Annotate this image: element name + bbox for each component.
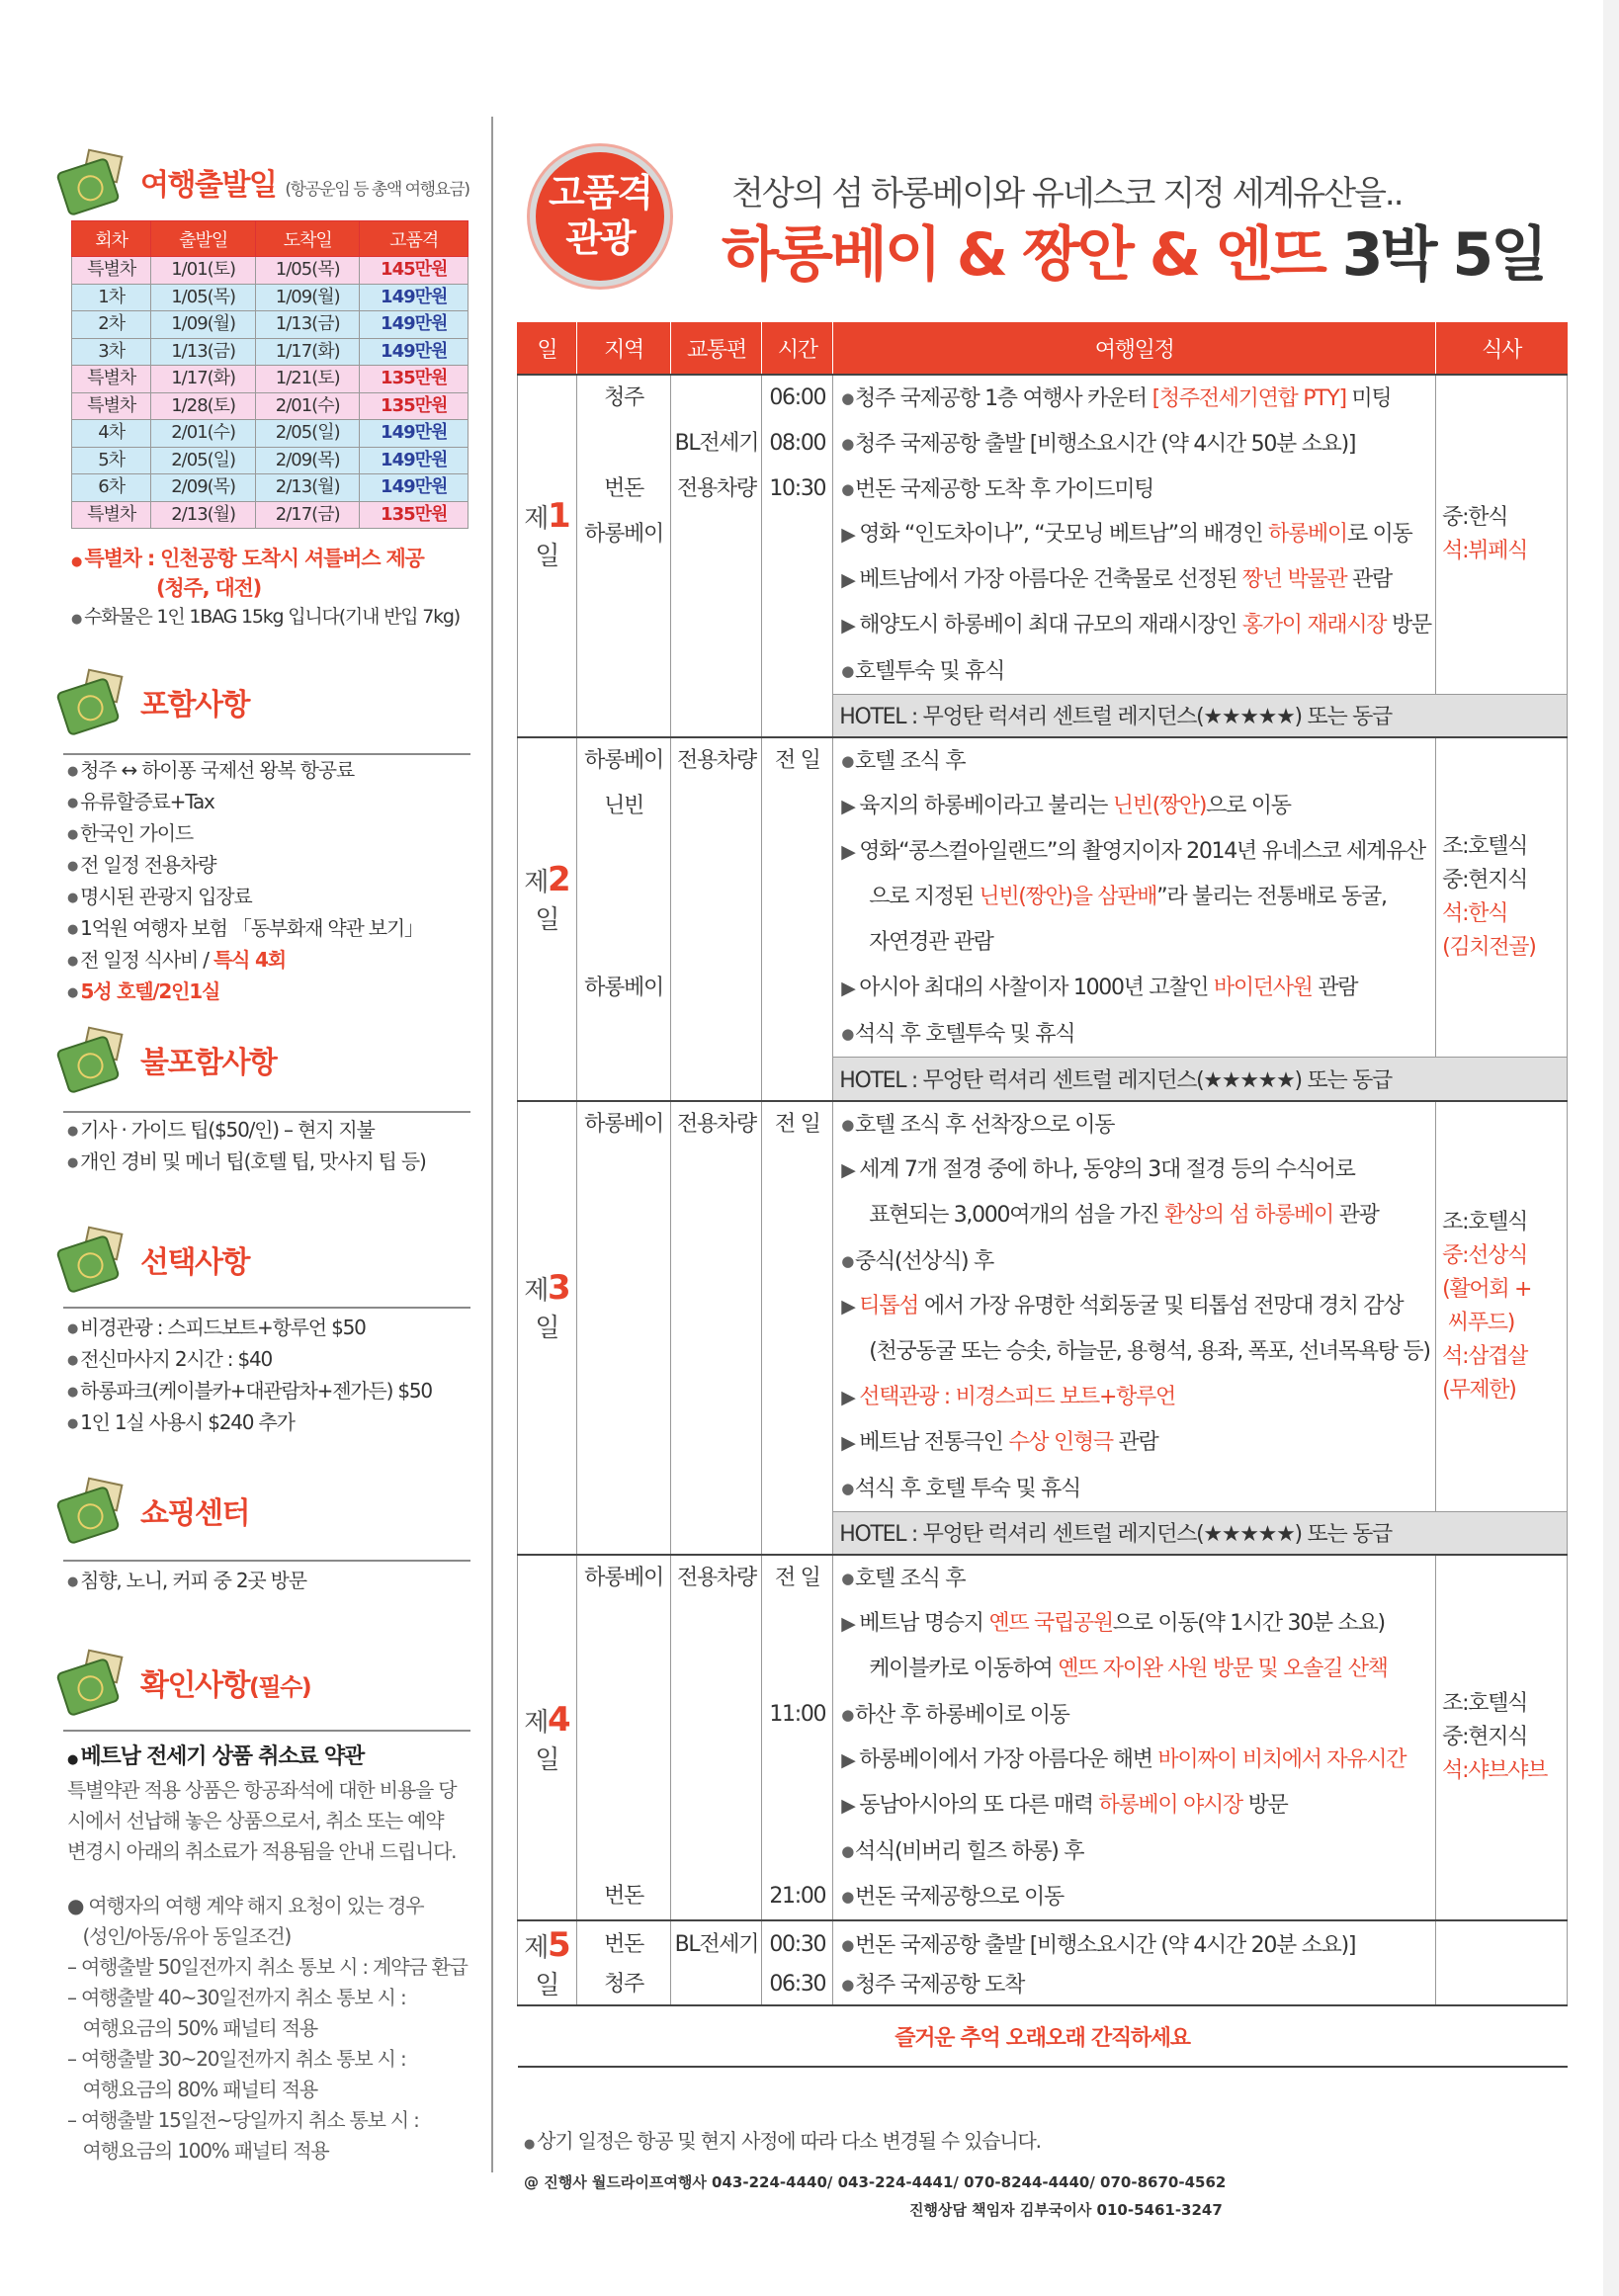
contact-manager: 진행상담 책임자 김부국이사 010-5461-3247 <box>909 2201 1223 2219</box>
excluded-rule <box>63 1111 470 1113</box>
sidebar-divider <box>491 117 493 2172</box>
day2-time: 전 일 <box>762 737 833 1058</box>
list-item: ● 1억원 여행자 보험 「동부화재 약관 보기」 <box>67 913 423 945</box>
departure-row <box>72 338 469 366</box>
list-item: ● 한국인 가이드 <box>67 818 423 850</box>
day2-activities: ● 호텔 조식 후 ▶ 육지의 하롱베이라고 불리는 닌빈(짱안)으로 이동 ▶ 영화“콩스컬아일랜드”의 촬영지이자 2014년 유네스코 세계유산 으로 지정된 닌빈(짱안)을 삼판배”라 불리는 전통배로 동굴, 자연경관 관람 ▶ 아시아 최대의 사찰이자 1000년 고찰인 바이던사원 관람 ● 석식 후 호텔투숙 및 휴식 <box>833 737 1436 1058</box>
itinerary-header: 일 지역 교통편 시간 여행일정 식사 <box>518 323 1568 375</box>
departure-cell: 149만원 <box>360 311 469 339</box>
departure-cell: 2/13(월) <box>255 474 360 502</box>
departure-cell: 2/01(수) <box>151 420 256 448</box>
page-title: 하롱베이 & 짱안 & 엔뜨 3박 5일 <box>722 220 1546 290</box>
day5-time: 00:30 06:30 <box>762 1920 833 2005</box>
list-item: ● 유류할증료+Tax <box>67 787 423 818</box>
passport-icon <box>59 670 127 733</box>
day-label: 제5일 <box>518 1920 577 2005</box>
hotel-row: HOTEL : 무엉탄 럭셔리 센트럴 레지던스(★★★★★) 또는 동급 <box>518 1511 1568 1555</box>
page-edge <box>1603 0 1619 2296</box>
departure-cell: 135만원 <box>360 501 469 529</box>
day5-region: 번돈 청주 <box>576 1920 671 2005</box>
list-item: ● 하롱파크(케이블카+대관람차+젠가든) $50 <box>67 1376 432 1407</box>
departure-cell: 1/13(금) <box>151 338 256 366</box>
departure-cell: 2/05(일) <box>255 420 360 448</box>
departure-row <box>72 392 469 420</box>
day1-time: 06:00 08:00 10:30 <box>762 375 833 695</box>
hotel-row: HOTEL : 무엉탄 럭셔리 센트럴 레지던스(★★★★★) 또는 동급 <box>518 694 1568 737</box>
closing-row: 즐거운 추억 오래오래 간직하세요 <box>518 2005 1568 2067</box>
footnote: ● 상기 일정은 항공 및 현지 사정에 따라 다소 변경될 수 있습니다. <box>524 2125 1041 2154</box>
list-item: ● 전 일정 전용차량 <box>67 850 423 882</box>
list-item: ● 청주 ↔ 하이퐁 국제선 왕복 항공료 <box>67 755 423 787</box>
day5-transport: BL전세기 <box>671 1920 762 2005</box>
departure-cell: 1/05(목) <box>151 284 256 311</box>
departure-row <box>72 447 469 474</box>
departure-cell: 2/05(일) <box>151 447 256 474</box>
departure-cell: 2차 <box>72 311 151 339</box>
included-heading: 포함사항 <box>59 670 249 733</box>
departure-cell: 특별차 <box>72 257 151 285</box>
departure-cell: 1/28(토) <box>151 392 256 420</box>
departure-row <box>72 474 469 502</box>
departure-cell: 149만원 <box>360 447 469 474</box>
optional-heading: 선택사항 <box>59 1228 249 1291</box>
day2-row <box>518 737 1568 1058</box>
departure-cell: 5차 <box>72 447 151 474</box>
check-heading: 확인사항(필수) <box>59 1651 310 1714</box>
day3-transport: 전용차량 <box>671 1101 762 1512</box>
departure-cell: 1/13(금) <box>255 311 360 339</box>
check-rule <box>63 1730 470 1732</box>
departure-cell: 149만원 <box>360 420 469 448</box>
passport-icon <box>59 1651 127 1714</box>
optional-rule <box>63 1307 470 1309</box>
excluded-list <box>67 1115 426 1178</box>
shopping-heading: 쇼핑센터 <box>59 1479 249 1542</box>
day4-transport: 전용차량 <box>671 1555 762 1920</box>
departure-row <box>72 420 469 448</box>
departure-row <box>72 284 469 311</box>
day4-meals: 조:호텔식 중:현지식 석:샤브샤브 <box>1436 1555 1568 1920</box>
departure-cell: 특별차 <box>72 501 151 529</box>
departure-cell: 6차 <box>72 474 151 502</box>
day2-transport: 전용차량 <box>671 737 762 1058</box>
departure-cell: 1/21(토) <box>255 366 360 393</box>
list-item: ● 개인 경비 및 메너 팁(호텔 팁, 맛사지 팁 등) <box>67 1147 426 1178</box>
excluded-heading: 불포함사항 <box>59 1028 276 1091</box>
day4-time: 전 일 11:00 21:00 <box>762 1555 833 1920</box>
shopping-list <box>67 1566 306 1597</box>
list-item: ● 1인 1실 사용시 $240 추가 <box>67 1407 432 1439</box>
list-item: ● 명시된 관광지 입장료 <box>67 882 423 913</box>
day4-activities: ● 호텔 조식 후 ▶ 베트남 명승지 옌뜨 국립공원으로 이동(약 1시간 30분 소요) 케이블카로 이동하여 옌뜨 자이완 사원 방문 및 오솔길 산책 ● 하산 후 하롱베이로 이동 ▶ 하롱베이에서 가장 아름다운 해변 바이짜이 비치에서 자유시간 ▶ 동남아시아의 또 다른 매력 하롱베이 야시장 방문 ● 석식(비버리 힐즈 하롱) 후 ● 번돈 국제공항으로 이동 <box>833 1555 1436 1920</box>
day-label: 제3일 <box>518 1101 577 1512</box>
departure-cell: 2/01(수) <box>255 392 360 420</box>
day2-meals: 조:호텔식 중:현지식 석:한식 (김치전골) <box>1436 737 1568 1058</box>
departure-cell: 1/17(화) <box>255 338 360 366</box>
day4-region: 하롱베이 번돈 <box>576 1555 671 1920</box>
departure-cell: 2/09(목) <box>151 474 256 502</box>
day1-region: 청주 번돈 하롱베이 <box>576 375 671 695</box>
departure-cell: 135만원 <box>360 392 469 420</box>
optional-list <box>67 1313 432 1439</box>
day3-time: 전 일 <box>762 1101 833 1512</box>
departure-row <box>72 501 469 529</box>
departure-cell: 1차 <box>72 284 151 311</box>
departure-cell: 1/05(목) <box>255 257 360 285</box>
departure-cell: 특별차 <box>72 366 151 393</box>
day3-row <box>518 1101 1568 1512</box>
departure-cell: 2/13(월) <box>151 501 256 529</box>
departure-row <box>72 257 469 285</box>
departure-table <box>71 220 469 529</box>
departure-table-header: 회차 출발일 도착일 고품격 <box>72 221 469 257</box>
day3-meals: 조:호텔식 중:선상식 (활어회 + 씨푸드) 석:삼겹살 (무제한) <box>1436 1101 1568 1512</box>
contact-line: @ 진행사 월드라이프여행사 043-224-4440/ 043-224-4441/ 070-8244-4440/ 070-8670-4562 <box>524 2173 1227 2191</box>
departure-row <box>72 366 469 393</box>
list-item: ● 5성 호텔/2인1실 <box>67 977 423 1008</box>
departure-cell: 2/09(목) <box>255 447 360 474</box>
itinerary-table <box>517 322 1568 2068</box>
check-content: ● 베트남 전세기 상품 취소료 약관 특별약관 적용 상품은 항공좌석에 대한 비용을 당 시에서 선납해 놓은 상품으로서, 취소 또는 예약 변경시 아래의 취소료가 적용됨을 안내 드립니다. ● 여행자의 여행 계약 해지 요청이 있는 경우 (성인/아동/유아 동일조건) – 여행출발 50일전까지 취소 통보 시 : 계약금 환급 – 여행출발 40~30일전까지 취소 통보 시 : 여행요금의 50% 패널티 적용 – 여행출발 30~20일전까지 취소 통보 시 : 여행요금의 80% 패널티 적용 – 여행출발 15일전~당일까지 취소 통보 시 : 여행요금의 100% 패널티 적용 <box>67 1744 468 2163</box>
shopping-rule <box>63 1560 470 1562</box>
list-item: ● 기사 · 가이드 팁($50/인) – 현지 지불 <box>67 1115 426 1147</box>
day1-row <box>518 375 1568 695</box>
list-item: ● 전 일정 식사비 / 특식 4회 <box>67 945 423 977</box>
day-label: 제2일 <box>518 737 577 1058</box>
premium-badge: 고품격 관광 <box>530 146 670 287</box>
day5-meals <box>1436 1920 1568 2005</box>
passport-icon <box>59 1228 127 1291</box>
departure-cell: 135만원 <box>360 366 469 393</box>
included-list <box>67 755 423 1008</box>
day1-transport: BL전세기 전용차량 <box>671 375 762 695</box>
departure-cell: 1/09(월) <box>255 284 360 311</box>
day1-activities: ● 청주 국제공항 1층 여행사 카운터 [청주전세기연합 PTY] 미팅 ● 청주 국제공항 출발 [비행소요시간 (약 4시간 50분 소요)] ● 번돈 국제공항 도착 후 가이드미팅 ▶ 영화 “인도차이나”, “굿모닝 베트남”의 배경인 하롱베이로 이동 ▶ 베트남에서 가장 아름다운 건축물로 선정된 짱넌 박물관 관람 ▶ 해양도시 하롱베이 최대 규모의 재래시장인 홍가이 재래시장 방문 ● 호텔투숙 및 휴식 <box>833 375 1436 695</box>
day2-region: 하롱베이 닌빈 하롱베이 <box>576 737 671 1058</box>
day4-row <box>518 1555 1568 1920</box>
departure-row <box>72 311 469 339</box>
departure-cell: 149만원 <box>360 338 469 366</box>
day3-region: 하롱베이 <box>576 1101 671 1512</box>
list-item: ● 비경관광 : 스피드보트+항루언 $50 <box>67 1313 432 1344</box>
page-subtitle: 천상의 섬 하롱베이와 유네스코 지정 세계유산을.. <box>731 174 1403 213</box>
departure-cell: 3차 <box>72 338 151 366</box>
passport-icon <box>59 1479 127 1542</box>
departure-notes: ● 특별차 : 인천공항 도착시 셔틀버스 제공 (청주, 대전) ● 수화물은 1인 1BAG 15kg 입니다(기내 반입 7kg) <box>71 546 460 633</box>
day-label: 제1일 <box>518 375 577 695</box>
day5-row <box>518 1920 1568 2005</box>
departure-cell: 1/09(월) <box>151 311 256 339</box>
passport-icon <box>59 1028 127 1091</box>
day3-activities: ● 호텔 조식 후 선착장으로 이동 ▶ 세계 7개 절경 중에 하나, 동양의 3대 절경 등의 수식어로 표현되는 3,000여개의 섬을 가진 환상의 섬 하롱베이 관광 ● 중식(선상식) 후 ▶ 티톱섬 에서 가장 유명한 석회동굴 및 티톱섬 전망대 경치 감상 (천궁동굴 또는 승솟, 하늘문, 용형석, 용좌, 폭포, 선녀목욕탕 등) ▶ 선택관광 : 비경스피드 보트+항루언 ▶ 베트남 전통극인 수상 인형극 관람 ● 석식 후 호텔 투숙 및 휴식 <box>833 1101 1436 1512</box>
day-label: 제4일 <box>518 1555 577 1920</box>
day5-activities: ● 번돈 국제공항 출발 [비행소요시간 (약 4시간 20분 소요)] ● 청주 국제공항 도착 <box>833 1920 1436 2005</box>
departure-cell: 4차 <box>72 420 151 448</box>
departure-heading: 여행출발일 (항공운임 등 총액 여행요금) <box>59 150 469 213</box>
departure-cell: 특별차 <box>72 392 151 420</box>
list-item: ● 침향, 노니, 커피 중 2곳 방문 <box>67 1566 306 1597</box>
day1-meals: 중:한식 석:뷔페식 <box>1436 375 1568 695</box>
departure-cell: 1/17(화) <box>151 366 256 393</box>
departure-cell: 1/01(토) <box>151 257 256 285</box>
hotel-row: HOTEL : 무엉탄 럭셔리 센트럴 레지던스(★★★★★) 또는 동급 <box>518 1058 1568 1101</box>
departure-cell: 145만원 <box>360 257 469 285</box>
passport-icon <box>59 150 127 213</box>
departure-cell: 149만원 <box>360 284 469 311</box>
departure-cell: 149만원 <box>360 474 469 502</box>
departure-cell: 2/17(금) <box>255 501 360 529</box>
list-item: ● 전신마사지 2시간 : $40 <box>67 1344 432 1376</box>
